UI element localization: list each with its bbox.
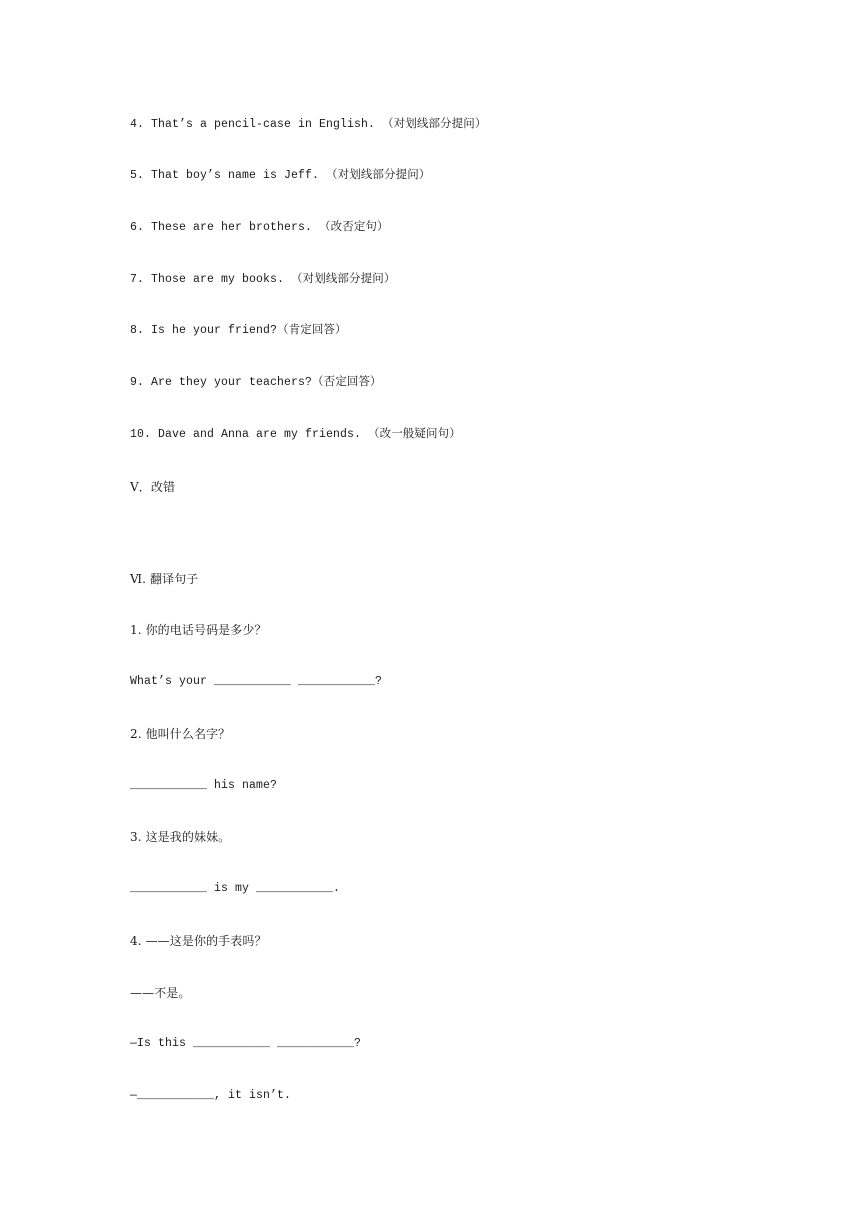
translation-prompt: 2. 他叫什么名字？: [130, 727, 231, 741]
exercise-item: 6. These are her brothers. （改否定句）: [130, 221, 389, 234]
translation-answer-blank: ___________ is my ___________.: [130, 882, 341, 895]
translation-answer-blank: ___________ his name?: [130, 779, 278, 792]
translation-prompt: 4. ——这是你的手表吗？: [130, 934, 267, 948]
exercise-item: 4. That’s a pencil-case in English. （对划线部分提问）: [130, 118, 487, 131]
exercise-item: 9. Are they your teachers?（否定回答）: [130, 376, 382, 389]
translation-prompt: 1. 你的电话号码是多少？: [130, 623, 267, 637]
exercise-item: 10. Dave and Anna are my friends. （改一般疑问句）: [130, 428, 461, 441]
exercise-item: 8. Is he your friend?（肯定回答）: [130, 324, 347, 337]
translation-prompt: 3. 这是我的妹妹。: [130, 830, 231, 844]
translation-answer-blank: —___________, it isn’t.: [130, 1089, 292, 1102]
translation-answer-blank: —Is this ___________ ___________?: [130, 1037, 362, 1050]
translation-answer-blank: What’s your ___________ ___________?: [130, 675, 383, 688]
exercise-item: 5. That boy’s name is Jeff. （对划线部分提问）: [130, 169, 431, 182]
section-heading-correction: Ⅴ．改错: [130, 480, 176, 494]
exercise-item: 7. Those are my books. （对划线部分提问）: [130, 273, 396, 286]
translation-prompt: ——不是。: [130, 986, 191, 1000]
section-heading-translation: Ⅵ. 翻译句子: [130, 572, 199, 586]
